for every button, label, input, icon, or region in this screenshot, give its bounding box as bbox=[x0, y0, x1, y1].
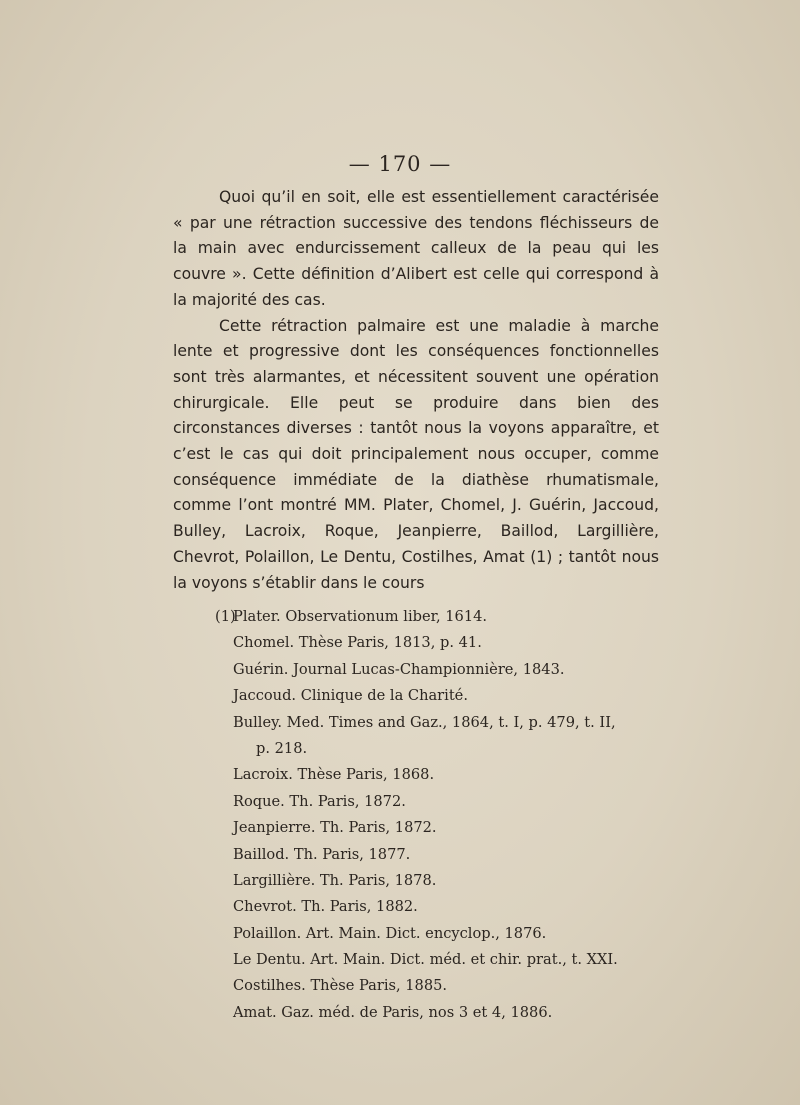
footnote bbox=[0, 683, 800, 709]
footnote bbox=[0, 1000, 800, 1026]
footnote-text: Chomel. Thèse Paris, 1813, p. 41. bbox=[233, 634, 482, 652]
paragraph: Cette rétraction palmaire est une maladie à marche lente et progressive dont les conséquences fonctionnelles sont très alarmantes, et nécessitent souvent une opération chirurgicale. Elle peut se produire dans bien des circonstances diverses : tantôt nous la voyons apparaître, et c’est le cas qui doit principalement nous occuper, comme conséquence immédiate de la diathèse rhumatismale, comme l’ont montré MM. Plater, Chomel, J. Guérin, Jaccoud, Bulley, Lacroix, Roque, Jeanpierre, Baillod, Largillière, Chevrot, Polaillon, Le Dentu, Costilhes, Amat (1) ; tantôt nous la voyons s’établir dans le cours bbox=[173, 316, 659, 592]
footnote-text: Jeanpierre. Th. Paris, 1872. bbox=[233, 819, 437, 837]
footnote-text: Lacroix. Thèse Paris, 1868. bbox=[233, 766, 435, 784]
footnote bbox=[0, 973, 800, 999]
footnote-text: Baillod. Th. Paris, 1877. bbox=[233, 845, 411, 863]
footnote-text: Guérin. Journal Lucas-Championnière, 1843. bbox=[233, 660, 565, 678]
footnote-text: Roque. Th. Paris, 1872. bbox=[233, 792, 406, 810]
paragraph: Quoi qu’il en soit, elle est essentiellement caractérisée « par une rétraction successive des tendons fléchisseurs de la main avec endurcissement calleux de la peau qui les couvre ». Cette définition d’Alibert est celle qui correspond à la majorité des cas. bbox=[173, 188, 659, 309]
footnote-continuation bbox=[0, 736, 800, 762]
footnote bbox=[0, 710, 800, 736]
footnote-text: Jaccoud. Clinique de la Charité. bbox=[233, 687, 468, 705]
footnote bbox=[0, 815, 800, 841]
footnote-text: Polaillon. Art. Main. Dict. encyclop., 1876. bbox=[233, 924, 547, 942]
main-text bbox=[173, 185, 659, 596]
footnote bbox=[0, 921, 800, 947]
footnote-text: Bulley. Med. Times and Gaz., 1864, t. I, p. 479, t. II, bbox=[233, 713, 616, 731]
page-number: — 170 — bbox=[348, 152, 452, 176]
footnote bbox=[0, 947, 800, 973]
footnote-text: Amat. Gaz. méd. de Paris, nos 3 et 4, 1886. bbox=[233, 1003, 553, 1021]
footnote bbox=[0, 894, 800, 920]
footnote-text: Le Dentu. Art. Main. Dict. méd. et chir. prat., t. XXI. bbox=[233, 951, 618, 969]
footnote bbox=[0, 842, 800, 868]
footnote-text: Largillière. Th. Paris, 1878. bbox=[233, 871, 437, 889]
footnote-text: Chevrot. Th. Paris, 1882. bbox=[233, 898, 418, 916]
footnote bbox=[0, 657, 800, 683]
footnote-text: Costilhes. Thèse Paris, 1885. bbox=[233, 977, 448, 995]
footnote-marker: (1) bbox=[215, 608, 236, 625]
footnote-text: p. 218. bbox=[256, 739, 308, 757]
footnote bbox=[0, 868, 800, 894]
footnotes bbox=[0, 604, 800, 1026]
footnote bbox=[0, 789, 800, 815]
footnote-text: Plater. Observationum liber, 1614. bbox=[233, 608, 488, 625]
footnote bbox=[0, 630, 800, 656]
footnote bbox=[0, 604, 800, 630]
footnote bbox=[0, 762, 800, 788]
